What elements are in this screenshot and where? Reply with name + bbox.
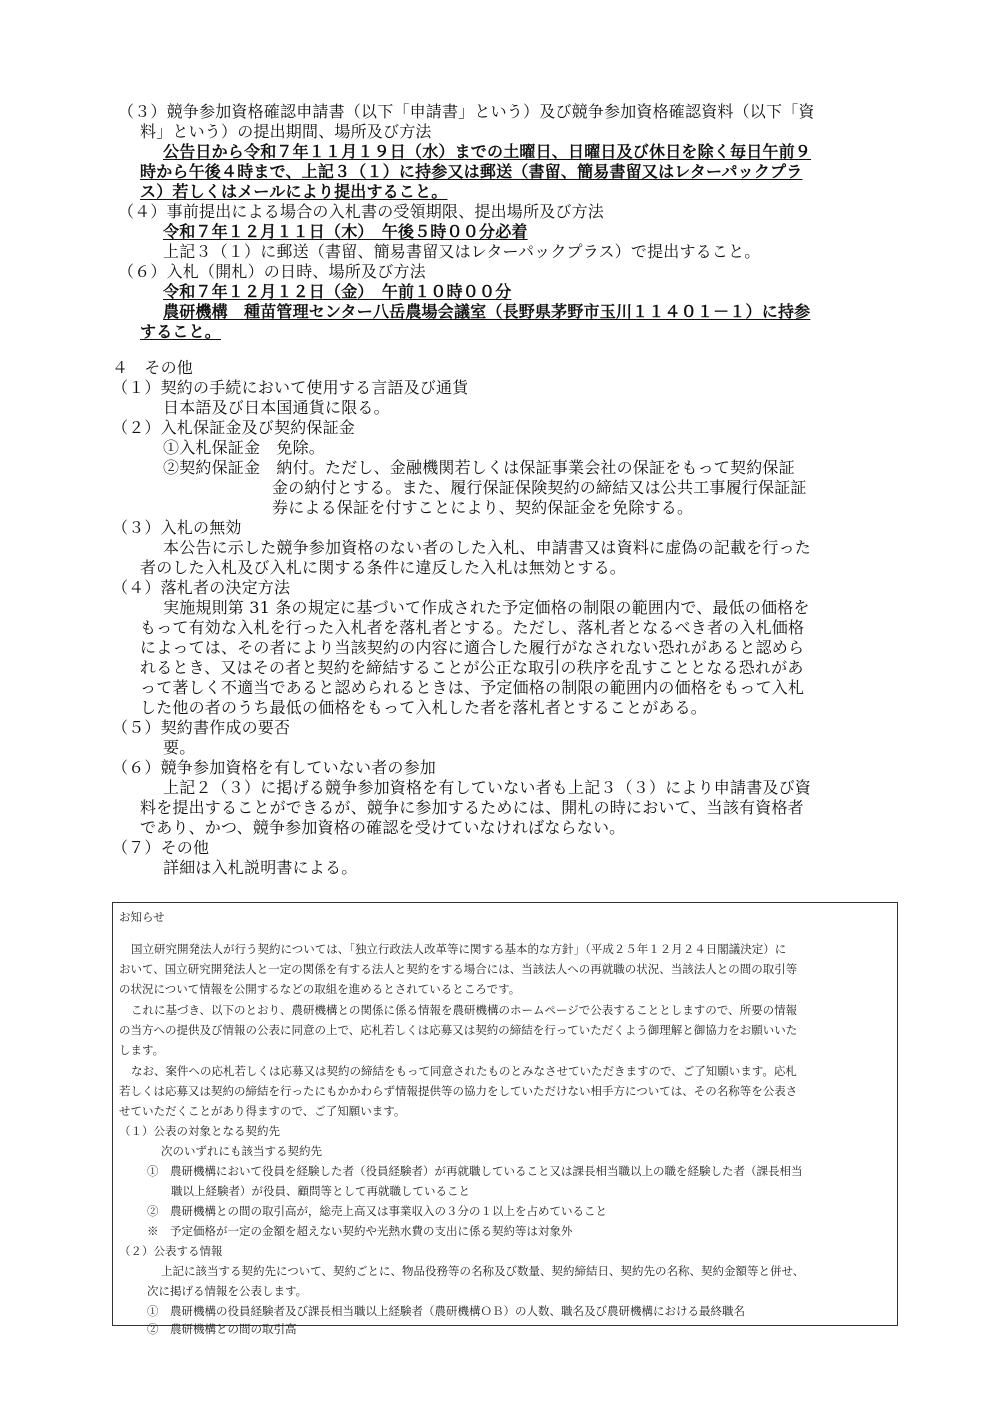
- item-3-3-heading-cont: 料」という）の提出期間、場所及び方法: [140, 122, 432, 141]
- item-4-4-heading: （４）落札者の決定方法: [112, 578, 291, 597]
- notice-s2-item2: ② 農研機構との間の取引高: [147, 1322, 297, 1336]
- item-4-6-heading: （６）競争参加資格を有していない者の参加: [112, 758, 437, 777]
- item-3-6-heading: （６）入札（開札）の日時、場所及び方法: [118, 262, 426, 281]
- item-4-6-text-cont1: 料を提出することができるが、競争に参加するためには、開札の時において、当該有資格者: [140, 798, 804, 817]
- item-4-6-text-cont2: であり、かつ、競争参加資格の確認を受けていなければならない。: [140, 818, 626, 837]
- notice-para1-line2: おいて、国立研究開発法人と一定の関係を有する法人と契約をする場合には、当該法人への再就職の状況、当該法人との間の取引等: [119, 962, 798, 976]
- notice-para2-line1: これに基づき、以下のとおり、農研機構との関係に係る情報を農研機構のホームページで公表することとしますので、所要の情報: [131, 1003, 798, 1017]
- item-4-3-text: 本公告に示した競争参加資格のない者のした入札、申請書又は資料に虚偽の記載を行った: [163, 538, 812, 557]
- item-4-6-text: 上記２（３）に掲げる競争参加資格を有していない者も上記３（３）により申請書及び資: [163, 778, 812, 797]
- item-4-2-contract-deposit-cont2: 券による保証を付すことにより、契約保証金を免除する。: [272, 498, 694, 517]
- section-4-title: ４ その他: [112, 358, 194, 377]
- item-4-2-contract-deposit-cont: 金の納付とする。また、履行保証保険契約の締結又は公共工事履行保証証: [272, 478, 807, 497]
- item-4-1-heading: （１）契約の手続において使用する言語及び通貨: [112, 378, 469, 397]
- item-3-6-datetime: 令和７年１２月１２日（金） 午前１０時００分: [163, 282, 512, 301]
- item-4-4-text-cont1: もって有効な入札を行った入札者を落札者とする。ただし、落札者となるべき者の入札価格: [140, 618, 805, 637]
- item-4-4-text-cont3: れるとき、又はその者と契約を締結することが公正な取引の秩序を乱すこととなる恐れがあ: [140, 658, 804, 677]
- item-4-4-text-cont4: って著しく不適当であると認められるときは、予定価格の制限の範囲内の価格をもって入札: [140, 678, 805, 697]
- item-4-5-text: 要。: [163, 738, 196, 757]
- item-4-1-text: 日本語及び日本国通貨に限る。: [163, 398, 390, 417]
- notice-para3-line1: なお、案件への応札若しくは応募又は契約の締結をもって同意されたものとみなさせていただきますので、ご了知願います。応札: [131, 1064, 797, 1078]
- item-4-4-text-cont5: した他の者のうち最低の価格をもって入札した者を落札者とすることがある。: [140, 698, 708, 717]
- item-3-3-period-cont2: ス）若しくはメールにより提出すること。: [140, 182, 448, 201]
- notice-para2-line3: します。: [119, 1043, 165, 1057]
- item-4-4-text: 実施規則第 31 条の規定に基づいて作成された予定価格の制限の範囲内で、最低の価格を: [163, 598, 810, 617]
- item-3-3-period-cont: 時から午後４時まで、上記３（１）に持参又は郵送（書留、簡易書留又はレターパックプラ: [140, 162, 803, 181]
- notice-s2-text: 上記に該当する契約先について、契約ごとに、物品役務等の名称及び数量、契約締結日、契約先の名称、契約金額等と併せ、: [161, 1264, 805, 1278]
- notice-s1-heading: （１）公表の対象となる契約先: [119, 1124, 280, 1138]
- item-3-6-place-cont: すること。: [140, 322, 222, 341]
- notice-s2-text-cont: 次に掲げる情報を公表します。: [147, 1284, 308, 1298]
- notice-title: お知らせ: [119, 910, 165, 924]
- notice-s2-heading: （２）公表する情報: [119, 1244, 223, 1258]
- item-4-2-bid-deposit: ①入札保証金 免除。: [163, 438, 326, 457]
- notice-para1-line3: の状況について情報を公開するなどの取組を進めるとされているところです。: [119, 982, 521, 996]
- item-3-3-heading: （３）競争参加資格確認申請書（以下「申請書」という）及び競争参加資格確認資料（以下「資: [118, 102, 815, 121]
- item-4-7-heading: （７）その他: [112, 838, 210, 857]
- item-3-3-period: 公告日から令和７年１１月１９日（水）までの土曜日、日曜日及び休日を除く毎日午前９: [163, 142, 812, 161]
- notice-s1-item1-line1: ① 農研機構において役員を経験した者（役員経験者）が再就職していること又は課長相当職以上の職を経験した者（課長相当: [147, 1164, 803, 1178]
- notice-para3-line2: 若しくは応募又は契約の締結を行ったにもかかわらず情報提供等の協力をしていただけない相手方については、その名称等を公表さ: [119, 1084, 798, 1098]
- notice-s1-text: 次のいずれにも該当する契約先: [161, 1144, 322, 1158]
- item-4-5-heading: （５）契約書作成の要否: [112, 718, 291, 737]
- item-4-3-text-cont: 者のした入札及び入札に関する条件に違反した入札は無効とする。: [140, 558, 627, 577]
- item-4-7-text: 詳細は入札説明書による。: [163, 858, 358, 877]
- notice-s2-item1: ① 農研機構の役員経験者及び課長相当職以上経験者（農研機構ＯＢ）の人数、職名及び農研機構における最終職名: [147, 1304, 745, 1318]
- item-3-4-deadline: 令和７年１２月１１日（木） 午後５時００分必着: [163, 222, 528, 241]
- notice-para2-line2: の当方への提供及び情報の公表に同意の上で、応札若しくは応募又は契約の締結を行っていただくよう御理解と御協力をお願いいた: [119, 1023, 798, 1037]
- item-3-4-heading: （４）事前提出による場合の入札書の受領期限、提出場所及び方法: [118, 202, 605, 221]
- notice-s1-note: ※ 予定価格が一定の金額を超えない契約や光熱水費の支出に係る契約等は対象外: [147, 1224, 573, 1238]
- notice-para3-line3: せていただくことがあり得ますので、ご了知願います。: [119, 1104, 406, 1118]
- item-4-2-contract-deposit: ②契約保証金 納付。ただし、金融機関若しくは保証事業会社の保証をもって契約保証: [163, 458, 795, 477]
- item-3-6-place: 農研機構 種苗管理センター八岳農場会議室（長野県茅野市玉川１１４０１－１）に持参: [163, 302, 811, 321]
- item-4-3-heading: （３）入札の無効: [112, 518, 242, 537]
- item-4-4-text-cont2: によっては、その者により当該契約の内容に適合した履行がなされない恐れがあると認めら: [140, 638, 805, 657]
- notice-s1-item2: ② 農研機構との間の取引高が，総売上高又は事業収入の３分の１以上を占めていること: [147, 1204, 607, 1218]
- notice-s1-item1-line2: 職以上経験者）が役員、顧問等として再就職していること: [171, 1184, 470, 1198]
- notice-box: [112, 902, 898, 1336]
- item-3-4-method: 上記３（１）に郵送（書留、簡易書留又はレターパックプラス）で提出すること。: [163, 242, 761, 261]
- notice-para1-line1: 国立研究開発法人が行う契約については、「独立行政法人改革等に関する基本的な方針」（平成２５年１２月２４日閣議決定）に: [131, 942, 787, 956]
- item-4-2-heading: （２）入札保証金及び契約保証金: [112, 418, 356, 437]
